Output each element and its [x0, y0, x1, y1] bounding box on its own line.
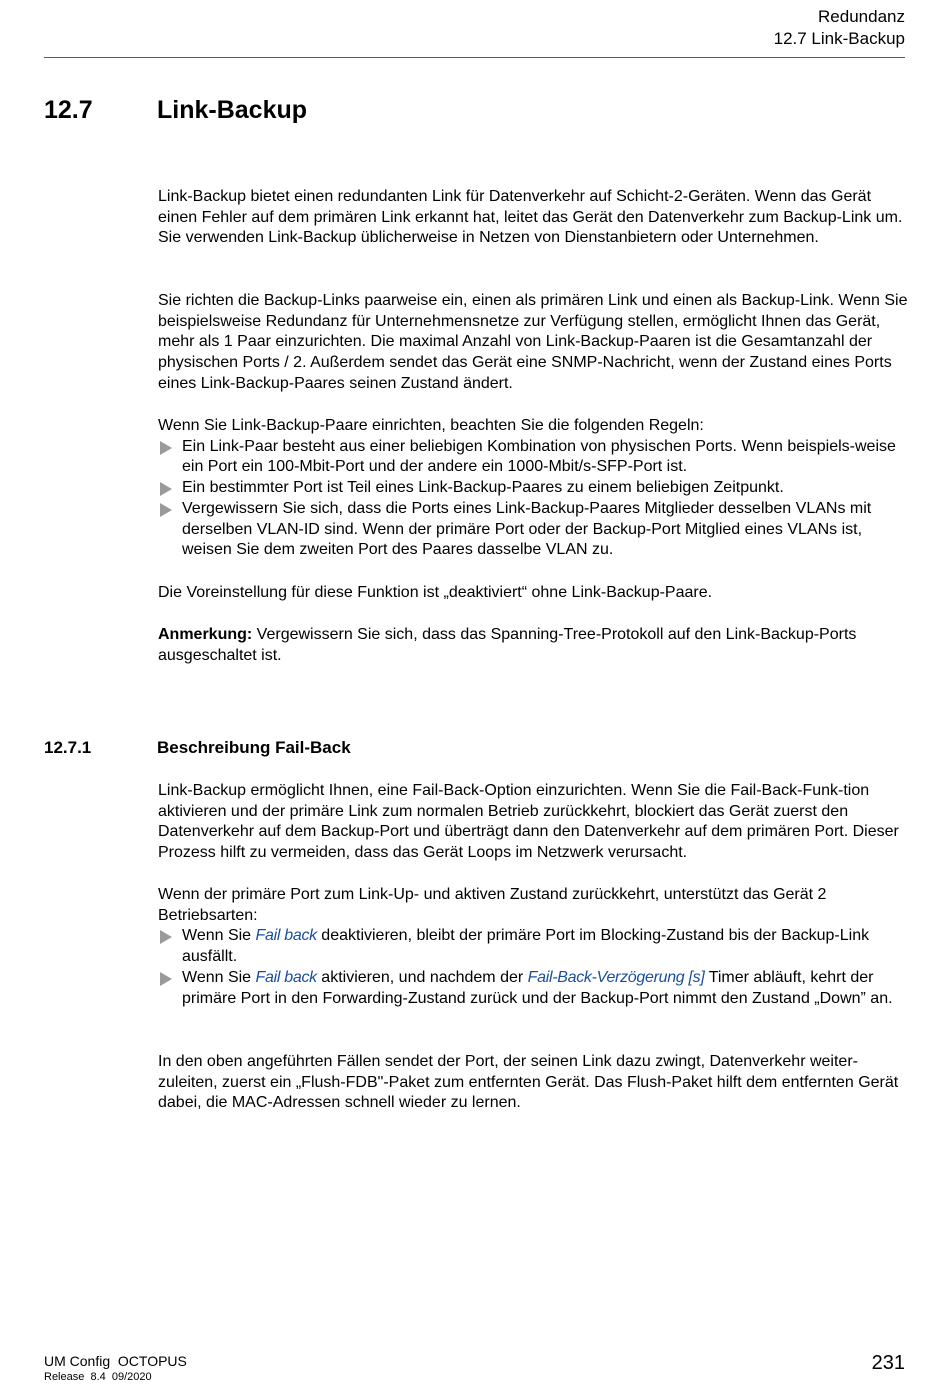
intro-paragraph-2 — [158, 291, 908, 395]
list-item — [158, 437, 908, 478]
list-item — [158, 478, 908, 499]
default-setting-paragraph — [158, 583, 908, 604]
failback-paragraph-3 — [158, 1052, 908, 1114]
bullet-arrow-icon — [160, 503, 172, 517]
header-chapter: Redundanz — [818, 7, 905, 26]
subsection-title: Beschreibung Fail-Back — [157, 738, 351, 757]
failback-text-1: Link-Backup ermöglicht Ihnen, eine Fail-Back-Option einzurichten. Wenn Sie die Fail-Back-Funk-tion aktivieren und der primäre Link zum normalen Betrieb zurückkehrt, blockiert das Gerät zuerst den Datenverkehr auf dem Backup-Port und überträgt dann den Datenverkehr auf dem primären Port. Dieser Prozess hilft zu vermeiden, dass das Gerät Loops im Netzwerk verursacht. — [158, 782, 899, 862]
list-item-text: Ein Link-Paar besteht aus einer beliebigen Kombination von physischen Ports. Wenn beispiels-weise ein Port ein 100-Mbit-Port und der andere ein 1000-Mbit/s-SFP-Port ist. — [182, 437, 896, 476]
bullet-arrow-icon — [160, 972, 172, 986]
list-item — [158, 968, 908, 1009]
ui-term-fail-back-delay: Fail-Back-Verzögerung [s] — [527, 968, 705, 986]
header-divider — [44, 57, 905, 58]
failback-paragraph-1 — [158, 781, 908, 864]
footer-release: Release 8.4 09/2020 — [44, 1371, 152, 1383]
default-setting-text: Die Voreinstellung für diese Funktion ist „deaktiviert“ ohne Link-Backup-Paare. — [158, 584, 713, 601]
section-number: 12.7 — [44, 96, 93, 124]
intro-paragraph-1 — [158, 187, 908, 249]
list-item-text: Wenn Sie — [182, 968, 256, 986]
modes-intro: Wenn der primäre Port zum Link-Up- und aktiven Zustand zurückkehrt, unterstützt das Gerät 2 Betriebsarten: — [158, 886, 827, 924]
note-paragraph — [158, 625, 908, 666]
section-title: Link-Backup — [157, 96, 308, 124]
modes-block — [158, 885, 908, 1009]
running-header — [774, 6, 905, 50]
rules-intro: Wenn Sie Link-Backup-Paare einrichten, beachten Sie die folgenden Regeln: — [158, 417, 704, 434]
list-item-text: deaktivieren, bleibt der primäre Port im Blocking-Zustand bis der Backup-Link ausfällt. — [182, 927, 870, 966]
failback-text-3: In den oben angeführten Fällen sendet der Port, der seinen Link dazu zwingt, Datenverkehr weiter-zuleiten, zuerst ein „Flush-FDB"-Paket zum entfernten Gerät. Das Flush-Paket hilft dem entfernten Gerät dabei, die MAC-Adressen schnell wieder zu lernen. — [158, 1053, 899, 1112]
bullet-arrow-icon — [160, 441, 172, 455]
ui-term-fail-back: Fail back — [255, 968, 317, 986]
subsection-heading — [44, 738, 351, 758]
list-item-text: Timer abläuft, kehrt der primäre Port in den Forwarding-Zustand zurück und der Backup-Port nimmt den Zustand „Down” an. — [182, 968, 893, 1007]
rules-block — [158, 416, 908, 561]
note-label: Anmerkung: — [158, 626, 253, 643]
note-text: Vergewissern Sie sich, dass das Spanning-Tree-Protokoll auf den Link-Backup-Ports ausgeschaltet ist. — [158, 626, 857, 664]
list-item — [158, 499, 908, 561]
list-item-text: Ein bestimmter Port ist Teil eines Link-Backup-Paares zu einem beliebigen Zeitpunkt. — [182, 479, 784, 497]
ui-term-fail-back: Fail back — [255, 927, 317, 945]
header-section: 12.7 Link-Backup — [773, 29, 905, 48]
page-number: 231 — [871, 1352, 905, 1374]
list-item-text: aktivieren, und nachdem der — [316, 968, 528, 986]
list-item-text: Vergewissern Sie sich, dass die Ports eines Link-Backup-Paares Mitglieder desselben VLANs mit derselben VLAN-ID sind. Wenn der primäre Port oder der Backup-Port Mitglied eines VLANs ist, weisen Sie dem zweiten Port des Paares dasselbe VLAN zu. — [182, 499, 872, 559]
section-heading — [44, 96, 307, 125]
footer-manual-title: UM Config OCTOPUS — [44, 1353, 187, 1369]
page-footer — [44, 1353, 187, 1385]
list-item-text: Wenn Sie — [182, 927, 256, 945]
bullet-arrow-icon — [160, 930, 172, 944]
list-item — [158, 926, 908, 967]
subsection-number: 12.7.1 — [44, 738, 92, 757]
intro-text-2: Sie richten die Backup-Links paarweise ein, einen als primären Link und einen als Backup-Link. Wenn Sie beispielsweise Redundanz für Unternehmensnetze zur Verfügung stellen, ermöglicht Ihnen das Gerät, mehr als 1 Paar einzurichten. Die maximal Anzahl von Link-Backup-Paaren ist die Gesamtanzahl der physischen Ports / 2. Außerdem sendet das Gerät eine SNMP-Nachricht, wenn der Zustand eines Ports eines Link-Backup-Paares seinen Zustand ändert. — [158, 292, 908, 392]
bullet-arrow-icon — [160, 482, 172, 496]
intro-text-1: Link-Backup bietet einen redundanten Link für Datenverkehr auf Schicht-2-Geräten. Wenn das Gerät einen Fehler auf dem primären Link erkannt hat, leitet das Gerät den Datenverkehr zum Backup-Link um. Sie verwenden Link-Backup üblicherweise in Netzen von Dienstanbietern oder Unternehmen. — [158, 188, 903, 247]
